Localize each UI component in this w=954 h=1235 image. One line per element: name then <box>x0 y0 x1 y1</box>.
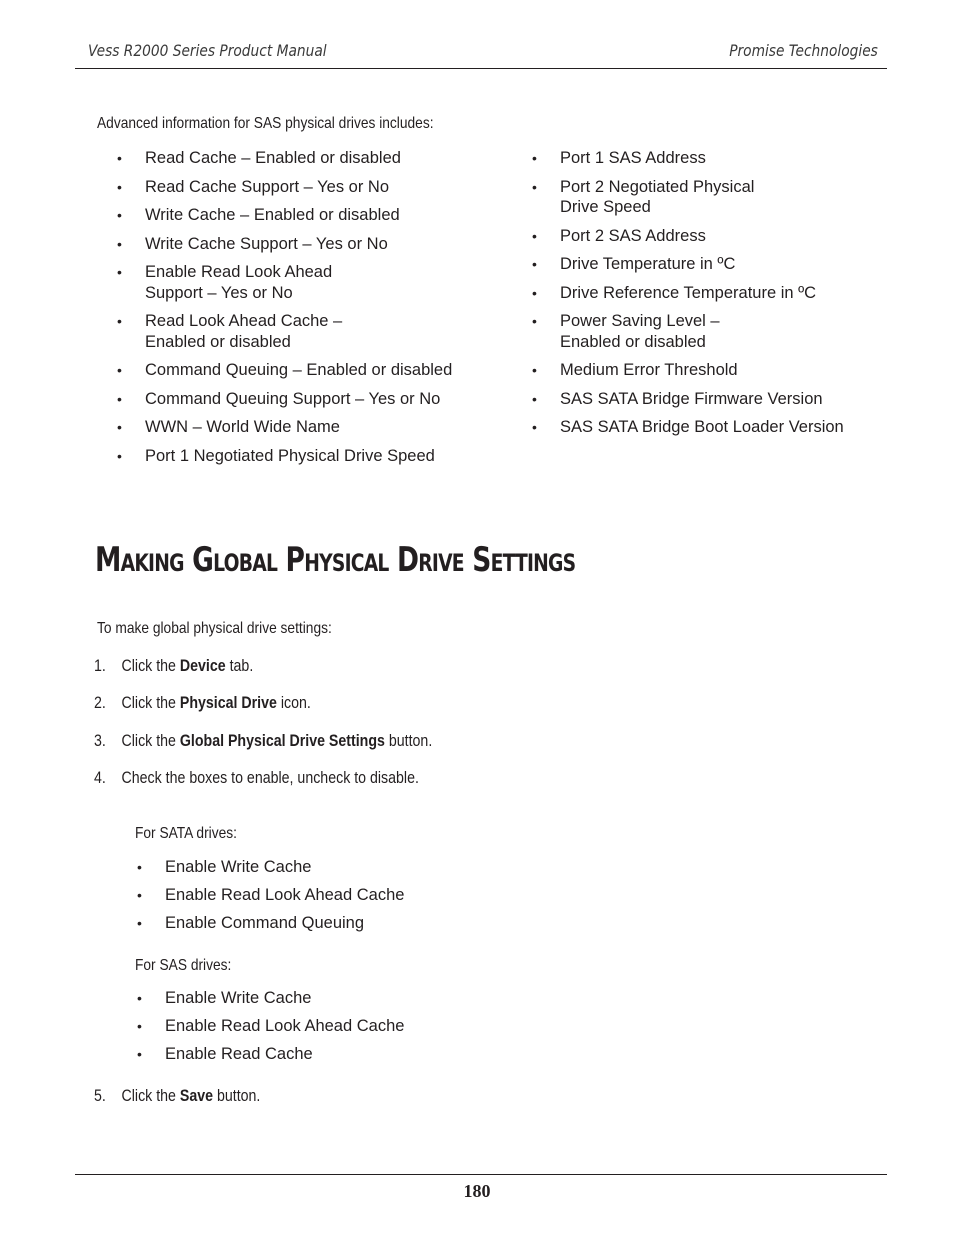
list-item: • Write Cache – Enabled or disabled <box>117 205 497 226</box>
header-company: Promise Technologies <box>729 41 878 60</box>
list-item: • Read Cache – Enabled or disabled <box>117 148 497 169</box>
list-item: • Enable Write Cache <box>137 857 537 878</box>
intro-text: Advanced information for SAS physical drives includes: <box>97 115 434 132</box>
list-item: • Enable Read Cache <box>137 1044 537 1065</box>
list-item: • Power Saving Level – Enabled or disabled <box>532 311 872 352</box>
list-item: • Drive Temperature in ºC <box>532 254 872 275</box>
footer-divider <box>75 1174 887 1175</box>
sata-label: For SATA drives: <box>135 825 237 842</box>
list-item: • SAS SATA Bridge Firmware Version <box>532 389 872 410</box>
header-manual-title: Vess R2000 Series Product Manual <box>88 41 327 60</box>
sata-options-list <box>137 857 537 941</box>
list-item: • Drive Reference Temperature in ºC <box>532 283 872 304</box>
list-item: • Command Queuing – Enabled or disabled <box>117 360 497 381</box>
lead-text: To make global physical drive settings: <box>97 620 332 637</box>
list-item: • Port 2 SAS Address <box>532 226 872 247</box>
list-item: • Port 1 Negotiated Physical Drive Speed <box>117 446 497 467</box>
list-item: • Enable Read Look Ahead Cache <box>137 885 537 906</box>
list-item: • Enable Read Look Ahead Support – Yes or No <box>117 262 497 303</box>
sas-options-list <box>137 988 537 1072</box>
list-item: • Enable Write Cache <box>137 988 537 1009</box>
step-3: 3. Click the Global Physical Drive Settings button. <box>94 732 433 750</box>
list-item: • Medium Error Threshold <box>532 360 872 381</box>
step-1: 1. Click the Device tab. <box>94 657 254 675</box>
step-2: 2. Click the Physical Drive icon. <box>94 694 311 712</box>
list-item: • Read Cache Support – Yes or No <box>117 177 497 198</box>
list-item: • Read Look Ahead Cache – Enabled or disabled <box>117 311 497 352</box>
list-item: • Enable Read Look Ahead Cache <box>137 1016 537 1037</box>
list-item: • Write Cache Support – Yes or No <box>117 234 497 255</box>
step-4: 4. Check the boxes to enable, uncheck to disable. <box>94 769 419 787</box>
step-5: 5. Click the Save button. <box>94 1087 261 1105</box>
sas-info-list-left <box>117 148 497 474</box>
list-item: • WWN – World Wide Name <box>117 417 497 438</box>
header-divider <box>75 68 887 69</box>
sas-label: For SAS drives: <box>135 957 232 974</box>
page-number: 180 <box>463 1181 491 1201</box>
section-title: Making Global Physical Drive Settings <box>95 540 576 580</box>
sas-info-list-right <box>532 148 872 446</box>
list-item: • Command Queuing Support – Yes or No <box>117 389 497 410</box>
list-item: • Port 1 SAS Address <box>532 148 872 169</box>
list-item: • Port 2 Negotiated Physical Drive Speed <box>532 177 872 218</box>
list-item: • Enable Command Queuing <box>137 913 537 934</box>
list-item: • SAS SATA Bridge Boot Loader Version <box>532 417 872 438</box>
